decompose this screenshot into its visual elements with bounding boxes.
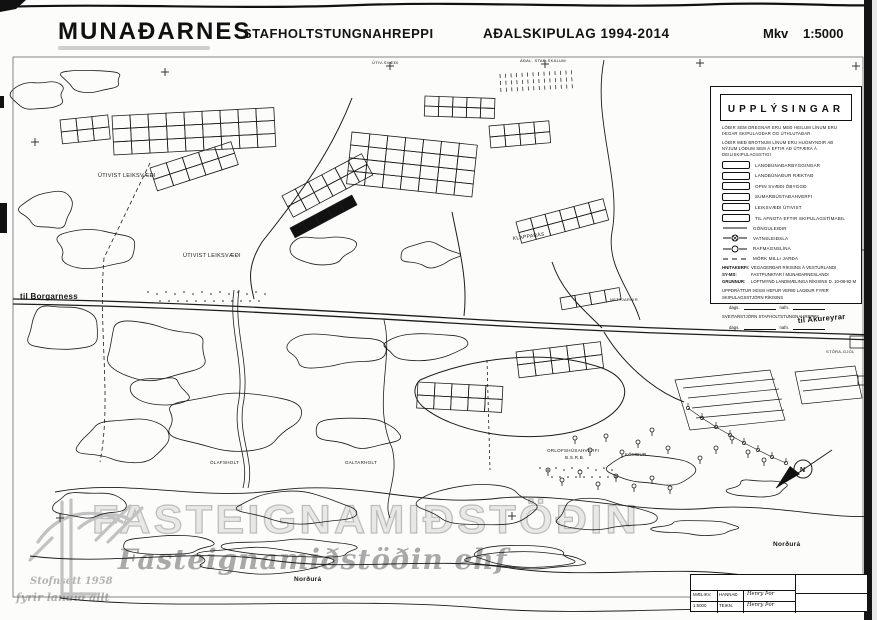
power-pole-icon xyxy=(742,438,745,445)
contour-blob xyxy=(726,480,787,497)
lot-cluster xyxy=(417,382,503,412)
map-label: STÓRA-GJÓL xyxy=(826,349,855,354)
map-label: Norðurá xyxy=(294,576,322,583)
boundary-dashed-line xyxy=(100,258,105,462)
stream-line xyxy=(233,290,245,488)
zone-label: OPIN SVÆÐI ÓBYGGÐ xyxy=(755,183,807,189)
boundary-dashed-line xyxy=(487,360,490,470)
legend-note: LÓÐIR MEÐ BROTNUM LÍNUM ERU HUGMYNDIR AÐ NÝJUM LÓÐUM SEM Á EFTIR AÐ ÚTFÆRA Á DEILISKIPULAGSSTIGI xyxy=(722,140,834,158)
power-pole-icon xyxy=(770,452,773,459)
power-pole-icon xyxy=(756,445,759,452)
contour-blob xyxy=(60,70,119,92)
map-label: GALTARHOLT xyxy=(345,460,378,465)
legend-zone-list xyxy=(711,161,861,222)
contour-blob xyxy=(130,378,189,405)
municipality-title: STAFHOLTSTUNGNAHREPPI xyxy=(243,26,434,41)
watermark-company-script: Fasteignamiðstöðin ehf xyxy=(118,543,508,576)
legend-info-row: HNITAKERFI: VEGAGERÐAR RÍKISINS Á VESTURLANDI xyxy=(722,264,837,270)
header xyxy=(0,0,877,56)
map-symbol-box xyxy=(850,336,866,348)
legend-zone-row xyxy=(722,182,861,190)
signature-row: dags. nafn. xyxy=(729,304,861,310)
tree-icon xyxy=(666,446,670,454)
power-pole-icon xyxy=(784,458,787,465)
legend-zone-row xyxy=(722,214,861,222)
lot-cluster xyxy=(112,108,276,155)
stream-line xyxy=(601,60,640,320)
tree-icon xyxy=(596,482,600,490)
legend-line-row xyxy=(722,234,861,242)
plan-title: AÐALSKIPULAG 1994-2014 xyxy=(483,26,670,41)
legend-line-list xyxy=(711,224,861,263)
contour-blob xyxy=(474,545,575,567)
power-pole-icon xyxy=(686,403,689,410)
scale-label: Mkv xyxy=(763,26,789,41)
contour-blob xyxy=(107,321,205,381)
tree-icon xyxy=(762,458,766,466)
legend-council-text: SVEITARSTJÓRN STAFHOLTSTUNGNAHREPPS. xyxy=(722,314,821,320)
contour-blob xyxy=(465,552,586,569)
loop-road-line xyxy=(415,357,625,436)
titleblock-drawn-by: Henry Þór xyxy=(747,602,775,608)
line-label: GÖNGULEIÐIR xyxy=(753,225,787,231)
contour-blob xyxy=(76,419,169,463)
scan-smudge xyxy=(58,46,210,50)
contour-blob xyxy=(10,82,63,109)
tree-icon xyxy=(573,436,577,444)
legend-info-list xyxy=(711,265,861,284)
scan-edge-artifact xyxy=(0,96,4,108)
north-label: N xyxy=(800,467,806,474)
signature-row: dags. nafn. xyxy=(729,324,861,330)
map-label: til Borgarness xyxy=(20,292,78,301)
contour-blob xyxy=(401,242,461,268)
tree-icon xyxy=(632,484,636,492)
legend-title-box xyxy=(720,94,852,121)
titleblock-scale-value: 1:5000 xyxy=(693,603,707,608)
road-line xyxy=(251,98,353,299)
valve-line-symbol-icon xyxy=(722,234,748,242)
scan-edge-artifact xyxy=(0,203,7,233)
plus-mark-icon xyxy=(161,68,169,76)
stream-line xyxy=(383,320,394,518)
legend-info-row: GRUNNUR: LOFTMYND LANDMÆLINGA RÍKISINS D. 10-08-92 M xyxy=(722,279,857,285)
legend-approval-text: UPPDRÁTTUR ÞESSI HEFUR VERIÐ LAGÐUR FYRIR SKIPULAGSSTJÓRN RÍKISINS xyxy=(722,288,829,300)
lot-cluster xyxy=(60,115,110,144)
legend-zone-row xyxy=(722,161,861,169)
map-label: til Akureyrar xyxy=(797,311,846,325)
hatch-rows xyxy=(500,70,572,92)
circle-line-symbol-icon xyxy=(722,245,748,253)
zone-label: LANDBÚNAÐUR RÆKTAÐ xyxy=(755,173,814,179)
tree-icon xyxy=(746,450,750,458)
map-label: B.S.R.B. xyxy=(565,455,585,460)
map-label: ÚTIVIST LEIKSVÆÐI xyxy=(98,173,156,179)
title-block xyxy=(690,574,868,612)
plus-mark-icon xyxy=(31,138,39,146)
contour-blob xyxy=(19,191,73,228)
contour-blob xyxy=(169,393,302,451)
vegetation-dots xyxy=(159,300,260,302)
scan-edge-artifact xyxy=(872,0,877,620)
legend-note: LÓÐIR SEM DREGNAR ERU MEÐ HEILUM LÍNUM ERU ÞEGAR SKIPULAGÐAR OG ÚTHLUTAÐAR xyxy=(722,125,838,137)
road-line xyxy=(452,212,465,316)
legend-title: UPPLÝSINGAR xyxy=(727,104,845,115)
contour-blob xyxy=(651,521,739,536)
scan-edge-artifact xyxy=(864,0,872,620)
legend-zone-row xyxy=(722,203,861,211)
contour-blob xyxy=(290,237,357,265)
plus-mark-icon xyxy=(852,62,860,70)
solid-line-symbol-icon xyxy=(722,224,748,232)
zone-label: LANDBÚNAÐARBYGGINGAR xyxy=(755,162,821,168)
tree-icon xyxy=(560,478,564,486)
zone-swatch xyxy=(722,193,750,201)
legend-info-row: SY-MS: FASTPUNKTAR Í MUNAÐARNESLANDI xyxy=(722,272,829,278)
map-label: NETTJARNIR xyxy=(610,297,638,302)
contour-blob xyxy=(57,230,135,269)
map-label: ÚTIVIST LEIKSVÆÐI xyxy=(183,253,241,259)
lot-cluster xyxy=(516,342,604,378)
dashed-line-symbol-icon xyxy=(722,255,748,263)
map-label: ÚTIV-SVÆÐI xyxy=(372,60,399,65)
page-title: MUNAÐARNES xyxy=(58,18,252,45)
tree-icon xyxy=(578,470,582,478)
legend-line-row xyxy=(722,255,861,263)
zone-swatch xyxy=(722,214,750,222)
watermark-slogan-text: fyrir landið allt xyxy=(16,591,110,604)
lot-cluster xyxy=(489,121,551,148)
contour-blob xyxy=(316,418,401,448)
scale-value: 1:5000 xyxy=(803,26,844,41)
zone-swatch xyxy=(722,172,750,180)
contour-blob xyxy=(124,535,215,554)
map-label: KLAPPARÁS xyxy=(512,231,546,242)
zone-label: TIL AFNOTA EFTIR SKIPULAGSTÍMABIL xyxy=(755,215,846,221)
plus-mark-icon xyxy=(508,512,516,520)
road-line xyxy=(604,332,684,402)
tree-icon xyxy=(620,450,624,458)
map-label: Norðurá xyxy=(773,541,801,548)
titleblock-designed-by: Henry Þór xyxy=(747,591,775,597)
plus-mark-icon xyxy=(696,59,704,67)
contour-blob xyxy=(287,334,386,368)
contour-blob xyxy=(28,306,98,349)
watermark-company-name: FASTEIGNAMIÐSTÖÐIN xyxy=(92,498,640,542)
zone-label: LEIKSVÆÐI ÚTIVIST xyxy=(755,204,802,210)
contour-blob xyxy=(53,493,127,519)
power-pole-icon xyxy=(728,430,731,437)
tree-icon xyxy=(636,440,640,448)
titleblock-scale-label: MÆLIKV. xyxy=(693,592,712,597)
contour-blob xyxy=(606,455,696,486)
zone-swatch xyxy=(722,203,750,211)
vegetation-dots xyxy=(147,291,266,295)
vegetation-dots xyxy=(551,476,617,478)
contour-blob xyxy=(197,547,334,574)
legend-zone-row xyxy=(722,193,861,201)
tree-icon xyxy=(698,456,702,464)
map-label: ORLOFSHÚSAHVERFI xyxy=(547,448,600,453)
zone-swatch xyxy=(722,182,750,190)
plus-mark-icon xyxy=(56,514,64,522)
lot-cluster xyxy=(424,96,495,118)
map-label: ÁÐAL. STAÐ-SKÁLUM xyxy=(520,58,566,63)
tree-icon xyxy=(650,428,654,436)
legend-line-row xyxy=(722,245,861,253)
map-label: KÖMBUR xyxy=(625,452,647,457)
map-label: ÓLAFSHOLT xyxy=(210,460,240,465)
line-label: VATNSLEIÐSLA xyxy=(753,235,789,241)
contour-blob xyxy=(416,484,537,524)
zone-swatch xyxy=(722,161,750,169)
legend-line-row xyxy=(722,224,861,232)
watermark-founded-text: Stofnsett 1958 xyxy=(30,576,113,587)
tree-icon xyxy=(714,446,718,454)
contour-blob xyxy=(556,498,657,530)
tree-icon xyxy=(604,434,608,442)
lot-cluster xyxy=(282,154,373,217)
legend-zone-row xyxy=(722,172,861,180)
titleblock-drawn-label: TEIKN. xyxy=(719,603,734,608)
tree-icon xyxy=(668,486,672,494)
hatched-zone xyxy=(675,366,862,430)
contour-blob xyxy=(236,491,357,524)
power-pole-icon xyxy=(700,413,703,420)
zone-label: SUMARBÚSTAÐAHVERFI xyxy=(755,194,813,200)
line-label: RAFMAGNSLÍNA xyxy=(753,246,791,252)
contour-blob xyxy=(384,334,468,361)
titleblock-designed-label: HANNAÐ xyxy=(719,592,738,597)
river-bank-line xyxy=(55,487,877,516)
line-label: MÖRK MILLI JARÐA xyxy=(753,256,799,262)
